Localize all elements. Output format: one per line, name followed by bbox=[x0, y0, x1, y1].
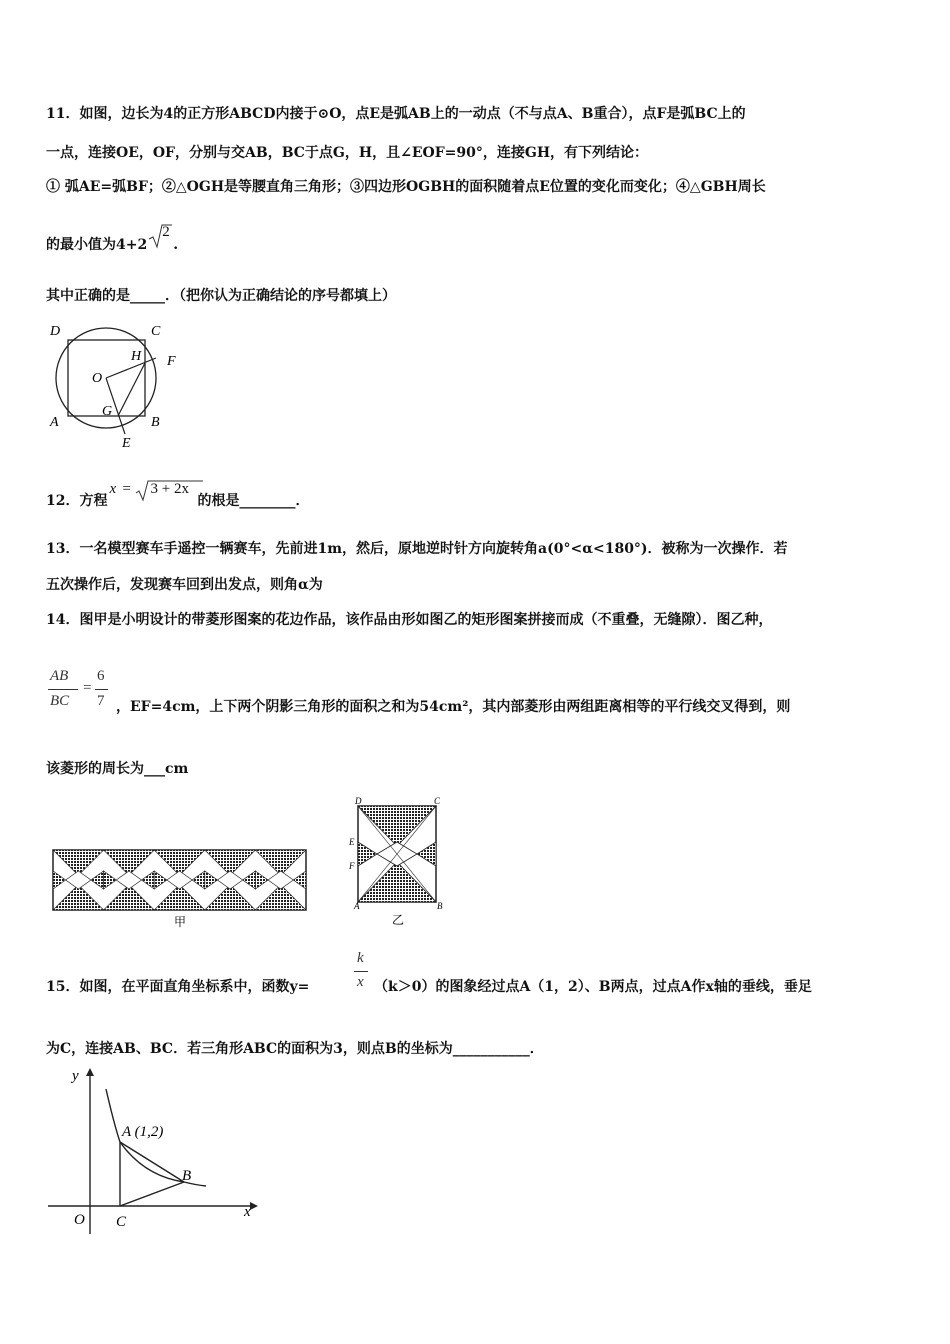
label-yi: 乙 bbox=[392, 913, 405, 927]
q14-line1: 14．图甲是小明设计的带菱形图案的花边作品，该作品由形如图乙的矩形图案拼接而成（不重叠，无缝隙）．图乙种， bbox=[46, 612, 773, 628]
label-a: A bbox=[50, 415, 59, 430]
q11-line5: 其中正确的是_____．（把你认为正确结论的序号都填上） bbox=[46, 288, 396, 304]
yi-label-e: E bbox=[349, 837, 355, 847]
label-b: B bbox=[182, 1168, 192, 1184]
q11-line4-post: . bbox=[173, 237, 179, 253]
q15-line1-post: （k＞0）的图象经过点A（1，2）、B两点，过点A作x轴的垂线，垂足 bbox=[374, 979, 812, 995]
label-d: D bbox=[50, 324, 61, 339]
q12-pre: 12．方程 bbox=[46, 493, 108, 509]
q15-frac-bar bbox=[354, 971, 368, 972]
q13-line1: 13．一名模型赛车手遥控一辆赛车，先前进1m，然后，原地逆时针方向旋转角a(0°<α<180°)．被称为一次操作．若 bbox=[46, 541, 788, 557]
q12-post: 的根是________． bbox=[197, 493, 310, 509]
label-c: C bbox=[151, 324, 161, 339]
label-o: O bbox=[92, 371, 103, 386]
q11-line2: 一点，连接OE，OF，分别与交AB，BC于点G，H，且∠EOF=90°，连接GH，有下列结论： bbox=[46, 145, 649, 161]
q14-line3: 该菱形的周长为___cm bbox=[46, 761, 189, 777]
yi-label-f: F bbox=[349, 861, 355, 871]
q14-frac2-num: 6 bbox=[97, 668, 105, 684]
label-f: F bbox=[167, 354, 176, 369]
q11-line4-pre: 的最小值为4+2 bbox=[46, 237, 148, 253]
label-h: H bbox=[131, 349, 142, 364]
q14-frac1-den: BC bbox=[50, 693, 70, 709]
q11-line4 bbox=[46, 224, 179, 254]
label-o: O bbox=[74, 1212, 85, 1228]
q14-eq: = bbox=[83, 680, 92, 696]
yi-label-b: B bbox=[437, 901, 443, 911]
yi-label-a: A bbox=[354, 901, 360, 911]
q12-radicand: 3 + 2x bbox=[150, 481, 189, 497]
q14-frac2-bar bbox=[95, 689, 108, 690]
q13-line2: 五次操作后，发现赛车回到出发点，则角α为 bbox=[46, 577, 323, 593]
q15-line2: 为C，连接AB、BC．若三角形ABC的面积为3，则点B的坐标为___________． bbox=[46, 1041, 544, 1057]
segment-bc bbox=[120, 1182, 184, 1206]
label-g: G bbox=[102, 404, 113, 419]
label-b: B bbox=[151, 415, 160, 430]
q15-line1-pre: 15．如图，在平面直角坐标系中，函数y= bbox=[46, 979, 310, 995]
q15-frac-num: k bbox=[357, 950, 364, 966]
q14-figure-jia bbox=[50, 846, 310, 932]
q12-line bbox=[46, 481, 310, 510]
q15-frac-den: x bbox=[357, 974, 364, 990]
label-a: A (1,2) bbox=[122, 1124, 164, 1140]
q11-sqrt-value: 2 bbox=[162, 224, 170, 240]
label-x: x bbox=[244, 1204, 251, 1220]
yi-label-c: C bbox=[434, 796, 441, 806]
segment-ab bbox=[120, 1142, 184, 1182]
q14-frac1-num: AB bbox=[50, 668, 69, 684]
q14-frac2-den: 7 bbox=[97, 693, 105, 709]
label-e: E bbox=[122, 436, 131, 451]
q15-figure bbox=[44, 1064, 264, 1236]
label-y: y bbox=[72, 1068, 79, 1084]
q14-frac1-bar bbox=[48, 689, 78, 690]
q14-figure-yi bbox=[346, 796, 446, 928]
q12-eq-equals: = bbox=[122, 481, 131, 497]
label-jia: 甲 bbox=[174, 915, 187, 929]
q12-equation bbox=[107, 481, 197, 505]
q11-line1: 11．如图，边长为4的正方形ABCD内接于⊙O，点E是弧AB上的一动点（不与点A、B重合），点F是弧BC上的 bbox=[46, 106, 746, 122]
label-c: C bbox=[116, 1214, 127, 1230]
q12-eq-x: x bbox=[109, 481, 117, 497]
q14-line2: ，EF=4cm，上下两个阴影三角形的面积之和为54cm²，其内部菱形由两组距离相等的平行线交叉得到，则 bbox=[116, 699, 791, 715]
q11-figure bbox=[44, 318, 194, 453]
yi-label-d: D bbox=[355, 796, 362, 806]
q11-line3: ① 弧AE=弧BF；②△OGH是等腰直角三角形；③四边形OGBH的面积随着点E位置的变化而变化；④△GBH周长 bbox=[46, 179, 766, 195]
